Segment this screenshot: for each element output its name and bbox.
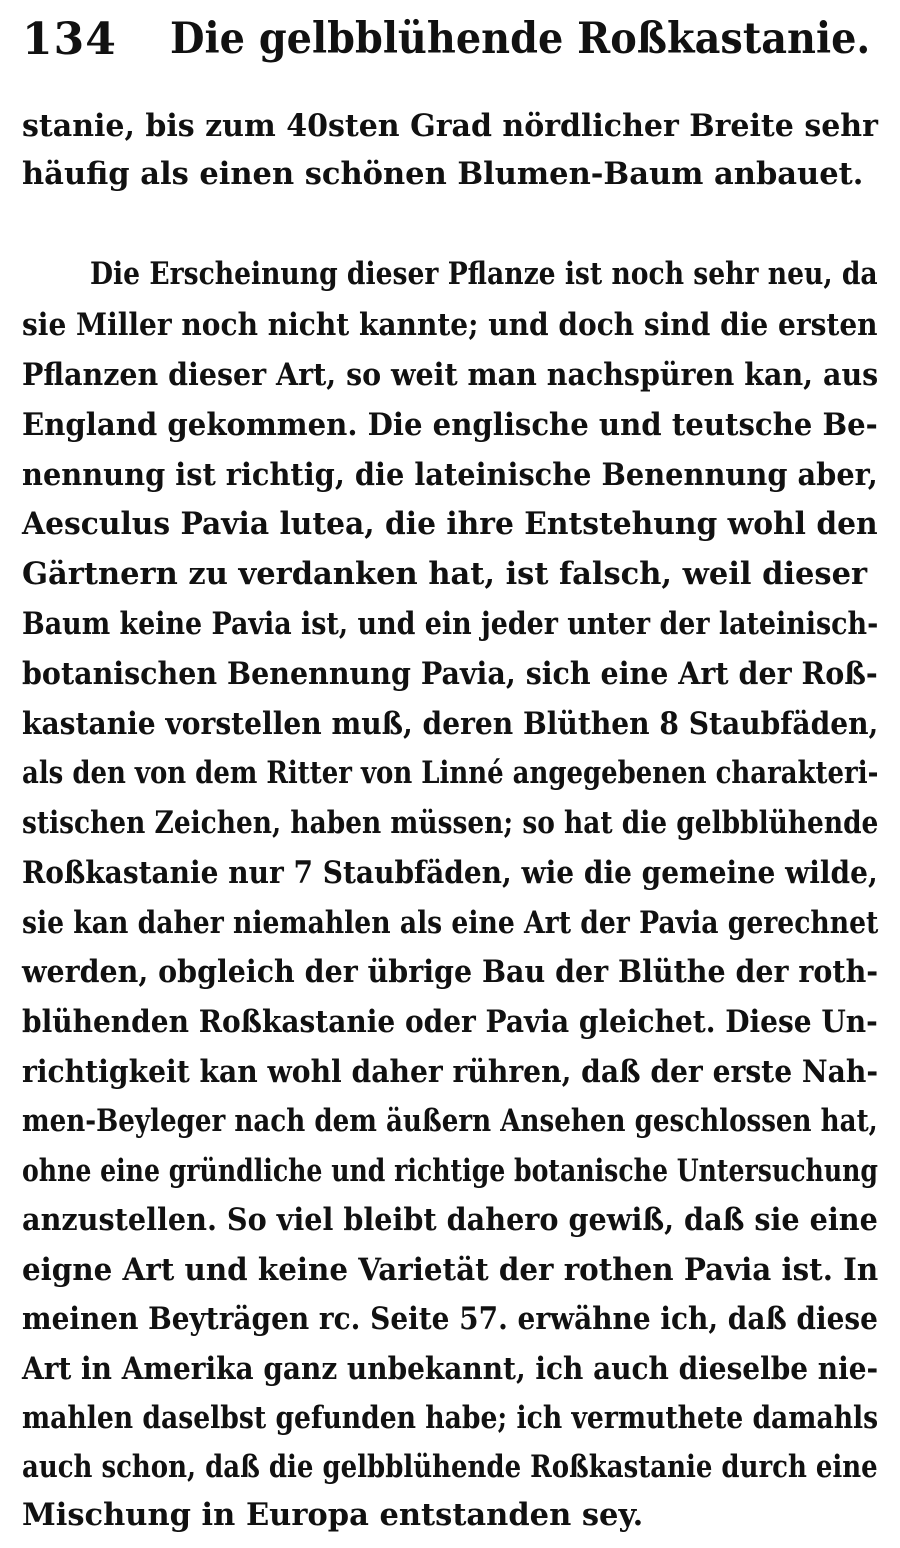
text-line: eigne Art und keine Varietät der rothen Pavia ist. In: [22, 1252, 879, 1288]
text-line: Baum keine Pavia ist, und ein jeder unter der lateinisch-: [22, 606, 879, 642]
text-line: auch schon, daß die gelbblühende Roßkastanie durch eine: [22, 1449, 878, 1485]
text-line: stischen Zeichen, haben müssen; so hat die gelbblühende: [22, 805, 879, 841]
text-line: stanie, bis zum 40sten Grad nördlicher Breite sehr: [22, 108, 878, 144]
text-line: richtigkeit kan wohl daher rühren, daß der erste Nah-: [22, 1054, 879, 1090]
text-line: mahlen daselbst gefunden habe; ich vermuthete damahls: [22, 1400, 879, 1436]
text-line: England gekommen. Die englische und teutsche Be-: [22, 407, 878, 443]
page-number: 134: [22, 14, 117, 65]
text-line: Die Erscheinung dieser Pflanze ist noch sehr neu, da: [90, 256, 878, 292]
text-line: sie kan daher niemahlen als eine Art der Pavia gerechnet: [22, 905, 879, 941]
text-line: men-Beyleger nach dem äußern Ansehen geschlossen hat,: [22, 1103, 878, 1139]
text-line: Art in Amerika ganz unbekannt, ich auch dieselbe nie-: [22, 1351, 879, 1387]
text-line: Roßkastanie nur 7 Staubfäden, wie die gemeine wilde,: [22, 855, 878, 891]
running-title: Die gelbblühende Roßkastanie.: [170, 14, 871, 64]
text-line: Pflanzen dieser Art, so weit man nachspüren kan, aus: [22, 357, 879, 393]
text-line: ohne eine gründliche und richtige botanische Untersuchung: [22, 1153, 879, 1189]
text-line: Aesculus Pavia lutea, die ihre Entstehung wohl den: [22, 506, 878, 542]
text-line: meinen Beyträgen rc. Seite 57. erwähne ich, daß diese: [22, 1301, 878, 1337]
text-line: anzustellen. So viel bleibt dahero gewiß, daß sie eine: [22, 1202, 878, 1238]
text-line: Gärtnern zu verdanken hat, ist falsch, weil dieser: [22, 556, 868, 592]
text-line: sie Miller noch nicht kannte; und doch sind die ersten: [22, 307, 878, 343]
text-line: kastanie vorstellen muß, deren Blüthen 8 Staubfäden,: [22, 706, 879, 742]
text-line: nennung ist richtig, die lateinische Benennung aber,: [22, 457, 878, 493]
text-line: Mischung in Europa entstanden sey.: [22, 1497, 644, 1533]
page-header: [22, 14, 878, 74]
text-line: botanischen Benennung Pavia, sich eine Art der Roß-: [22, 656, 878, 692]
text-line: blühenden Roßkastanie oder Pavia gleichet. Diese Un-: [22, 1004, 878, 1040]
text-line: häufig als einen schönen Blumen-Baum anbauet.: [22, 156, 864, 192]
text-line: als den von dem Ritter von Linné angegebenen charakteri-: [22, 755, 879, 791]
text-line: werden, obgleich der übrige Bau der Blüthe der roth-: [22, 954, 879, 990]
